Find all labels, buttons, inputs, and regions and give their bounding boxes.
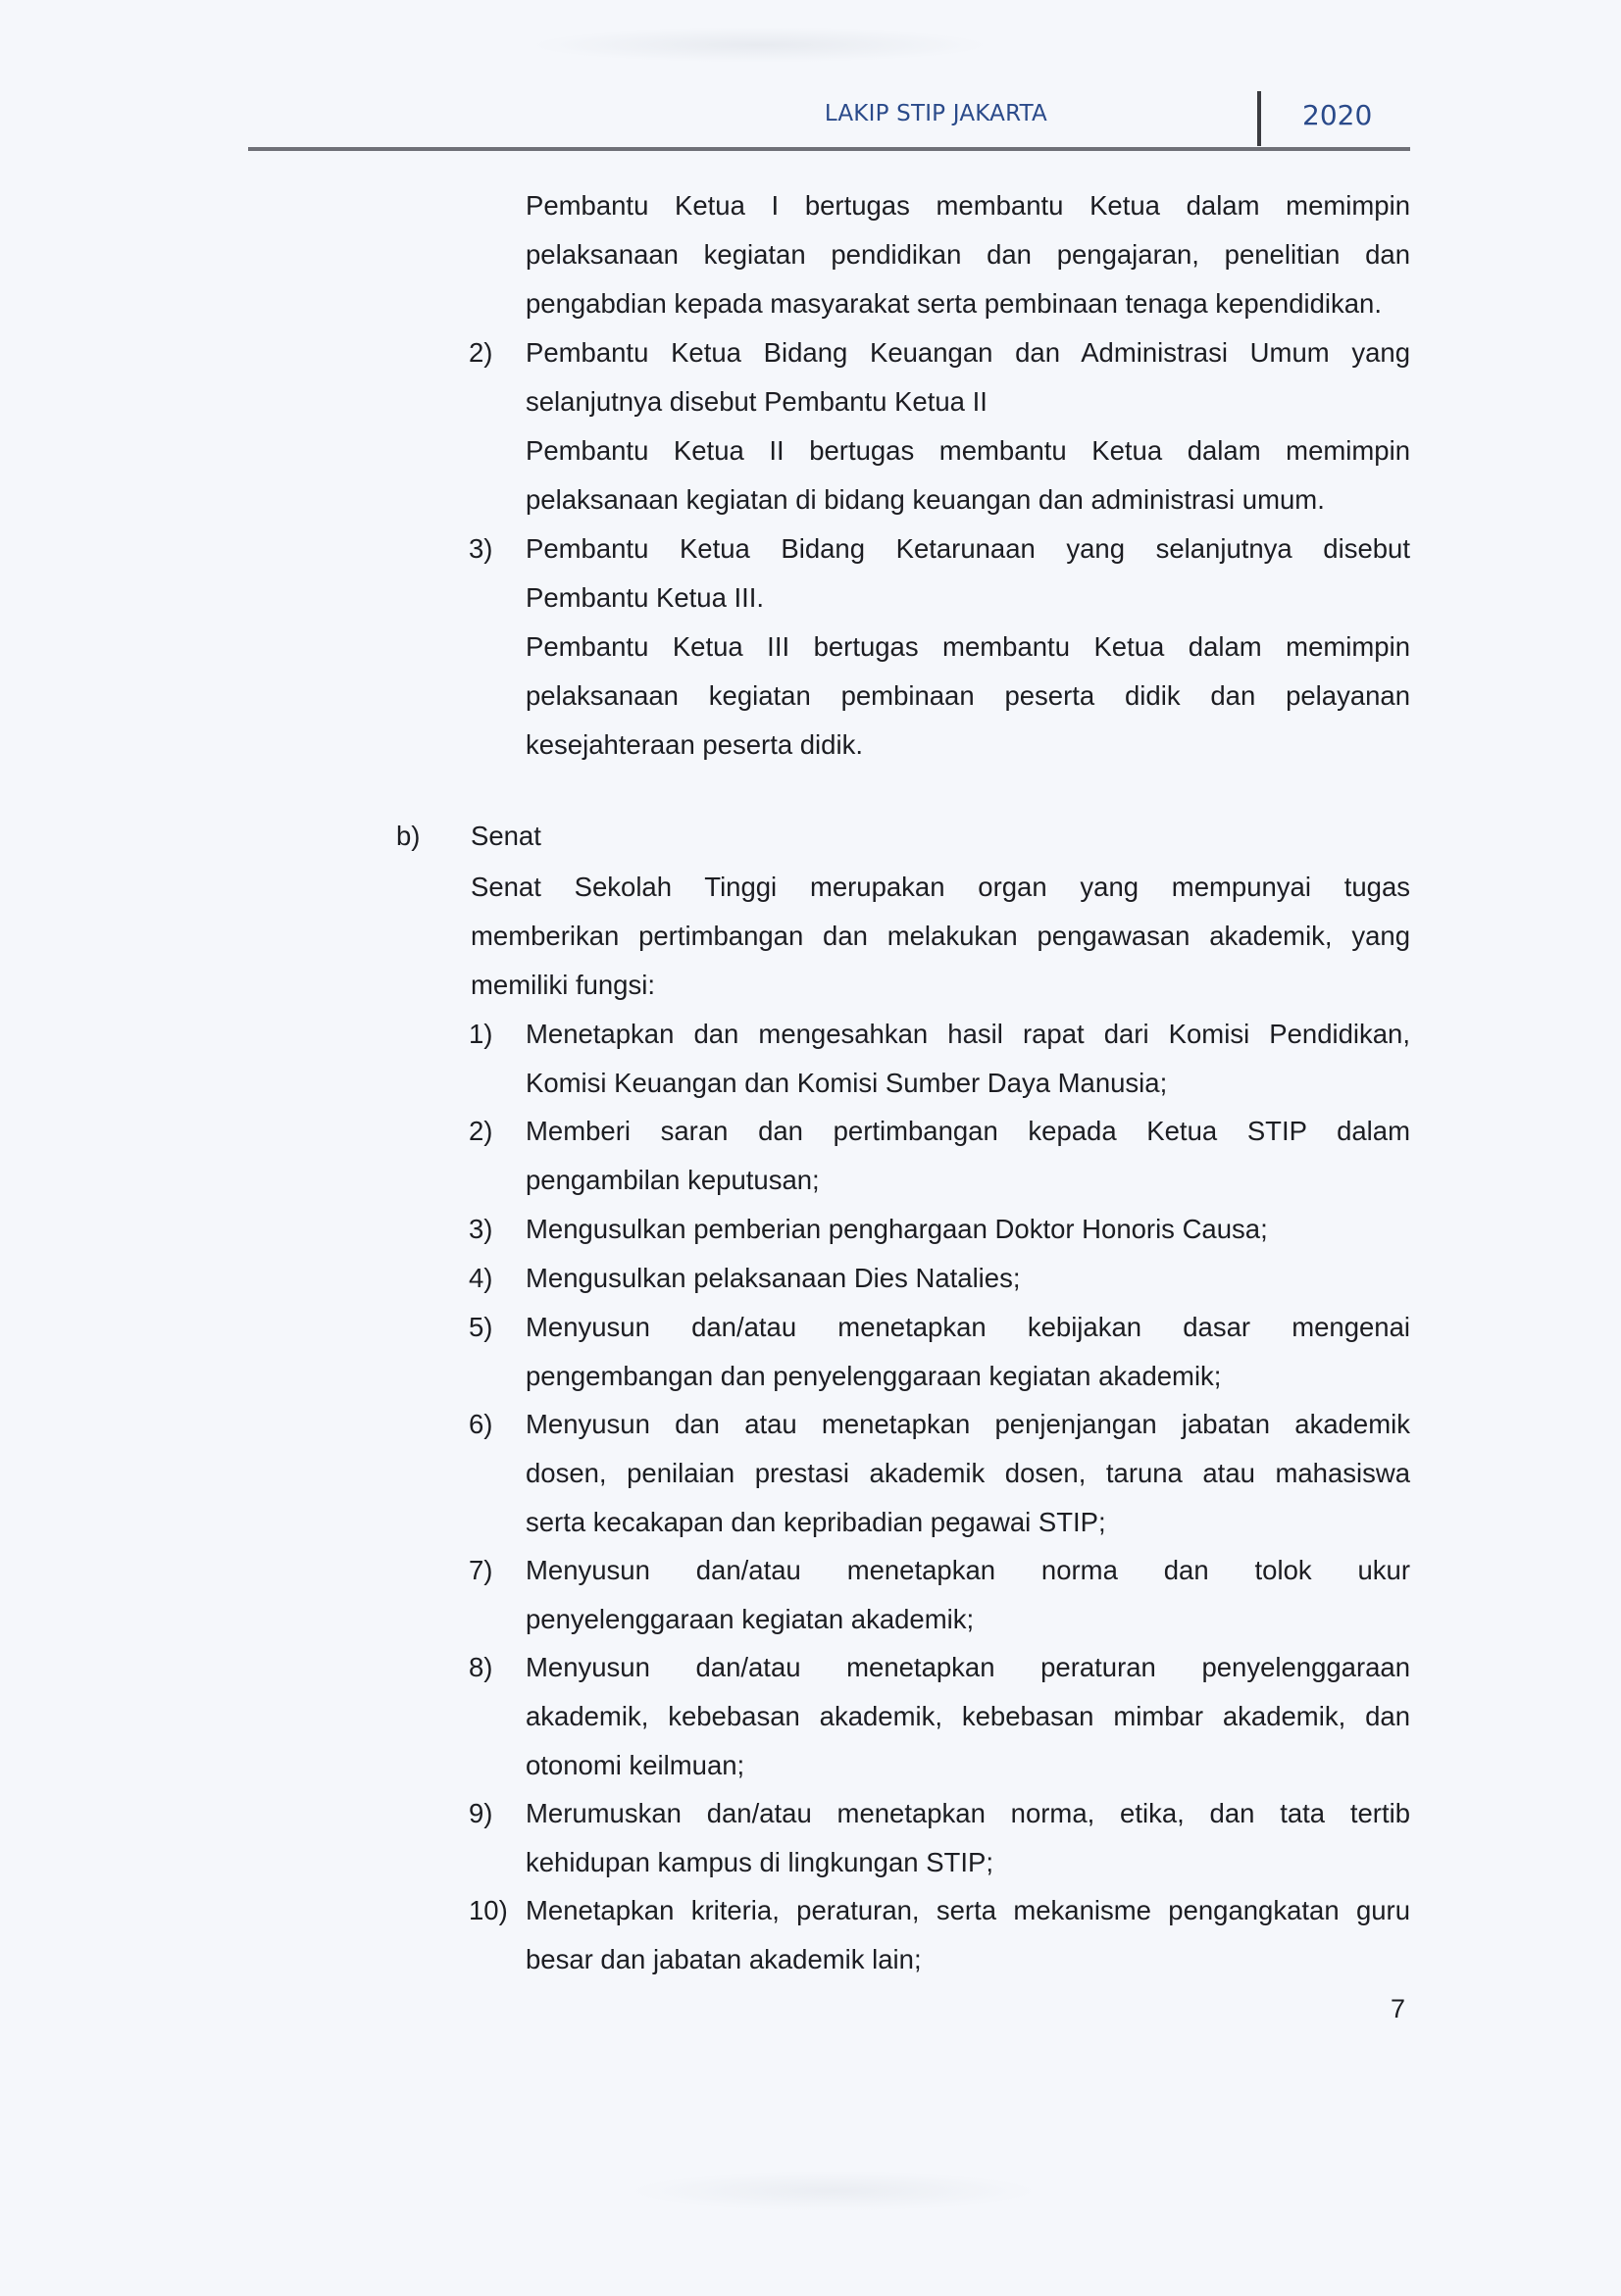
header-divider — [1257, 91, 1261, 146]
scan-shadow-bottom — [628, 2171, 1039, 2211]
senat-item-line: pengembangan dan penyelenggaraan kegiatan akademik; — [526, 1361, 1222, 1391]
item3-body-line: pelaksanaan kegiatan pembinaan peserta didik dan pelayanan — [526, 680, 1410, 711]
page-header — [248, 93, 1410, 150]
item1-body-line: pengabdian kepada masyarakat serta pembinaan tenaga kependidikan. — [526, 288, 1382, 319]
senat-item-number: 9) — [469, 1798, 493, 1828]
header-rule — [248, 147, 1410, 151]
senat-item-number: 1) — [469, 1019, 493, 1049]
senat-item-line: Menyusun dan/atau menetapkan peraturan penyelenggaraan — [526, 1652, 1410, 1682]
senat-item-number: 10) — [469, 1895, 508, 1925]
senat-item-line: Menyusun dan/atau menetapkan kebijakan dasar mengenai — [526, 1312, 1410, 1342]
senat-item-number: 4) — [469, 1263, 493, 1293]
item2-title-line: Pembantu Ketua Bidang Keuangan dan Administrasi Umum yang — [526, 337, 1410, 368]
item2-title-line: selanjutnya disebut Pembantu Ketua II — [526, 386, 988, 417]
senat-item-line: kehidupan kampus di lingkungan STIP; — [526, 1847, 993, 1877]
senat-item-line: otonomi keilmuan; — [526, 1750, 745, 1780]
item1-body-line: Pembantu Ketua I bertugas membantu Ketua dalam memimpin — [526, 190, 1410, 221]
senat-item-line: akademik, kebebasan akademik, kebebasan mimbar akademik, dan — [526, 1701, 1410, 1731]
senat-item-number: 6) — [469, 1409, 493, 1439]
item3-title-line: Pembantu Ketua Bidang Ketarunaan yang selanjutnya disebut — [526, 533, 1410, 564]
senat-item-line: Mengusulkan pemberian penghargaan Doktor Honoris Causa; — [526, 1214, 1268, 1244]
item2-body-line: pelaksanaan kegiatan di bidang keuangan dan administrasi umum. — [526, 484, 1325, 515]
senat-item-line: dosen, penilaian prestasi akademik dosen, taruna atau mahasiswa — [526, 1458, 1410, 1488]
senat-item-line: Menetapkan dan mengesahkan hasil rapat dari Komisi Pendidikan, — [526, 1019, 1410, 1049]
senat-item-line: Komisi Keuangan dan Komisi Sumber Daya Manusia; — [526, 1068, 1168, 1098]
senat-item-line: Merumuskan dan/atau menetapkan norma, etika, dan tata tertib — [526, 1798, 1410, 1828]
item2-body-line: Pembantu Ketua II bertugas membantu Ketua dalam memimpin — [526, 435, 1410, 466]
item3-title-line: Pembantu Ketua III. — [526, 582, 765, 613]
section-b-letter: b) — [396, 821, 421, 851]
senat-item-number: 3) — [469, 1214, 493, 1244]
senat-item-number: 2) — [469, 1116, 493, 1146]
senat-item-line: Memberi saran dan pertimbangan kepada Ketua STIP dalam — [526, 1116, 1410, 1146]
senat-item-number: 8) — [469, 1652, 493, 1682]
scan-shadow-top — [530, 27, 990, 63]
header-year: 2020 — [1302, 99, 1373, 131]
section-b-intro-line: memberikan pertimbangan dan melakukan pengawasan akademik, yang — [471, 921, 1410, 951]
header-title: LAKIP STIP JAKARTA — [824, 101, 1047, 126]
section-b-intro-line: Senat Sekolah Tinggi merupakan organ yang mempunyai tugas — [471, 872, 1410, 902]
senat-item-line: besar dan jabatan akademik lain; — [526, 1944, 922, 1974]
senat-item-line: Menyusun dan atau menetapkan penjenjangan jabatan akademik — [526, 1409, 1410, 1439]
item3-number: 3) — [469, 533, 493, 564]
senat-item-line: penyelenggaraan kegiatan akademik; — [526, 1604, 975, 1634]
senat-item-line: Mengusulkan pelaksanaan Dies Natalies; — [526, 1263, 1021, 1293]
section-b-intro-line: memiliki fungsi: — [471, 970, 655, 1000]
senat-item-line: Menyusun dan/atau menetapkan norma dan tolok ukur — [526, 1555, 1410, 1585]
item3-body-line: kesejahteraan peserta didik. — [526, 729, 863, 760]
senat-item-line: serta kecakapan dan kepribadian pegawai STIP; — [526, 1507, 1106, 1537]
item1-body-line: pelaksanaan kegiatan pendidikan dan pengajaran, penelitian dan — [526, 239, 1410, 270]
item3-body-line: Pembantu Ketua III bertugas membantu Ketua dalam memimpin — [526, 631, 1410, 662]
senat-item-line: pengambilan keputusan; — [526, 1165, 820, 1195]
senat-item-line: Menetapkan kriteria, peraturan, serta mekanisme pengangkatan guru — [526, 1895, 1410, 1925]
page-number: 7 — [1391, 1994, 1406, 2023]
section-b-heading: Senat — [471, 821, 541, 851]
senat-item-number: 5) — [469, 1312, 493, 1342]
senat-item-number: 7) — [469, 1555, 493, 1585]
item2-number: 2) — [469, 337, 493, 368]
